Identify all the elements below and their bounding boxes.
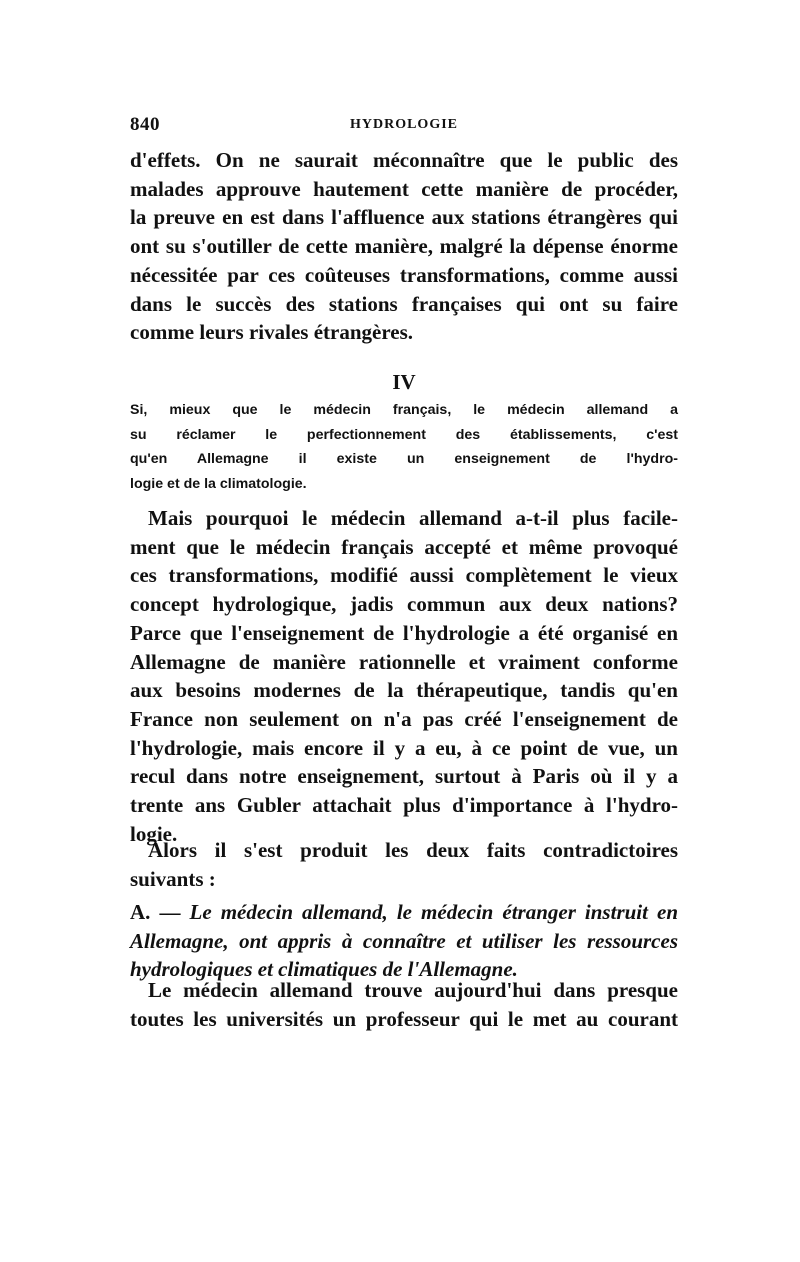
text-line: l'hydrologie, mais encore il y a eu, à ce point de vue, un	[130, 735, 678, 760]
text-line: dans le succès des stations françaises qui ont su faire	[130, 291, 678, 316]
text-line: Mais pourquoi le médecin allemand a-t-il plus facile-	[148, 506, 678, 530]
text-line: Alors il s'est produit les deux faits contradictoires	[148, 838, 678, 862]
page-number: 840	[130, 114, 160, 135]
section-number: IV	[392, 370, 416, 394]
text-line: malades approuve hautement cette manière de procéder,	[130, 176, 678, 201]
section-summary	[130, 398, 678, 496]
text-line: France non seulement on n'a pas créé l'enseignement de	[130, 706, 678, 731]
text-line: la preuve en est dans l'affluence aux stations étrangères qui	[130, 205, 678, 230]
running-head: HYDROLOGIE	[349, 117, 458, 132]
text-line: comme leurs rivales étrangères.	[130, 320, 414, 345]
item-a-italic: Le médecin allemand, le médecin étranger instruit en	[189, 900, 679, 924]
text-line: concept hydrologique, jadis commun aux deux nations?	[130, 592, 678, 617]
paragraph-4	[130, 976, 678, 1033]
summary-line: logie et de la climatologie.	[130, 475, 307, 492]
text-line: d'effets. On ne saurait méconnaître que le public des	[130, 148, 678, 172]
text-line: nécessitée par ces coûteuses transformations, comme aussi	[130, 262, 678, 287]
text-line: logie.	[130, 821, 178, 846]
paragraph-3	[130, 836, 678, 893]
summary-line: qu'en Allemagne il existe un enseignement de l'hydro-	[130, 451, 678, 467]
text-line: suivants :	[130, 866, 216, 891]
item-a	[130, 898, 678, 984]
paragraph-1	[130, 146, 678, 347]
text-line: trente ans Gubler attachait plus d'importance à l'hydro-	[130, 793, 678, 818]
text-line: Le médecin allemand trouve aujourd'hui dans presque	[148, 978, 678, 1002]
text-line: aux besoins modernes de la thérapeutique, tandis qu'en	[130, 678, 678, 703]
text-line: Parce que l'enseignement de l'hydrologie a été organisé en	[130, 620, 678, 645]
paragraph-2	[130, 504, 678, 848]
text-line: Allemagne de manière rationnelle et vraiment conforme	[130, 649, 678, 674]
text-line: ont su s'outiller de cette manière, malgré la dépense énorme	[130, 234, 678, 259]
text-line: toutes les universités un professeur qui le met au courant	[130, 1006, 678, 1031]
text-line: ces transformations, modifié aussi complètement le vieux	[130, 563, 678, 588]
page-header	[130, 114, 678, 138]
text-line: ment que le médecin français accepté et même provoqué	[130, 534, 678, 559]
text-line: Allemagne, ont appris à connaître et utiliser les ressources	[130, 928, 678, 953]
text-line: hydrologiques et climatiques de l'Allemagne.	[130, 957, 518, 982]
text-line: recul dans notre enseignement, surtout à Paris où il y a	[130, 764, 678, 789]
item-a-label: A. —	[130, 900, 181, 924]
summary-line: Si, mieux que le médecin français, le médecin allemand a	[130, 402, 678, 418]
text-line	[130, 898, 678, 927]
summary-line: su réclamer le perfectionnement des établissements, c'est	[130, 426, 678, 443]
